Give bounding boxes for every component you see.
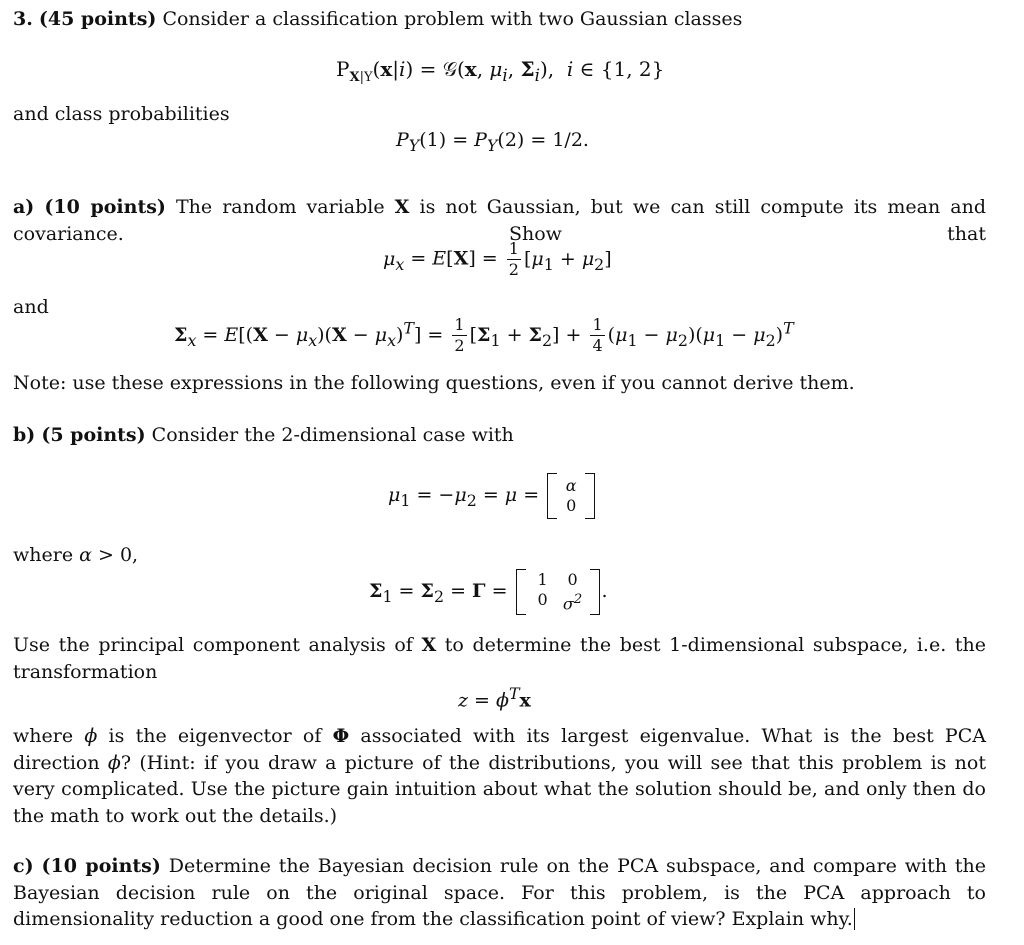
part-c-statement: [13, 853, 986, 933]
part-b-points: (5 points): [41, 424, 146, 446]
prior-equation: $P_Y(1) = P_Y(2) = 1/2$.: [396, 129, 589, 155]
part-a-statement: [13, 194, 986, 247]
text-cursor: [854, 908, 856, 930]
and-label: and: [13, 296, 49, 318]
problem-number: 3.: [13, 8, 33, 30]
part-b-text: Consider the 2-dimensional case with: [151, 424, 514, 446]
problem-header: [13, 8, 742, 32]
covariance-equation: [174, 317, 794, 354]
mu-equation: [388, 470, 597, 526]
sigma-lhs: $\Sigma_1 = \Sigma_2 = \Gamma$ =: [369, 580, 514, 606]
problem-intro: Consider a classification problem with two Gaussian classes: [162, 8, 743, 30]
mean-rhs: $[\mu_1 + \mu_2]$: [523, 247, 612, 274]
likelihood-equation: $P_{X|Y}(x|i)$ = 𝒢(x, $\mu_i$, $\Sigma_i$), i ∈ {1, 2}: [336, 57, 665, 85]
pca-text: Use the principal component analysis of X to determine the best 1-dimensional subspace, i.e. the transformation: [13, 634, 986, 683]
mu-lhs: $\mu_1 = -\mu_2 = \mu$ =: [388, 484, 546, 510]
transform-equation: $z = \phi^Tx$: [458, 684, 531, 712]
half-fraction: $\frac{1}{2}$: [508, 239, 519, 279]
cov-rhs: $(\mu_1 - \mu_2)(\mu_1 - \mu_2)^T$: [607, 318, 794, 350]
part-b-statement: [13, 424, 514, 448]
problem-points: (45 points): [38, 8, 157, 30]
gamma-matrix: 1 0 0 $\sigma^2$: [537, 569, 583, 614]
cov-mid: $[\Sigma_1 + \Sigma_2]$ +: [469, 323, 588, 350]
part-a-points: (10 points): [44, 196, 166, 218]
class-prob-label: and class probabilities: [13, 103, 230, 125]
sigma-end: .: [601, 580, 608, 602]
part-c-text: Determine the Bayesian decision rule on the PCA subspace, and compare with the Bayesian decision rule on the original space. For this problem, is the PCA approach to dimensionality reduction a good one from the classification point of view? Explain why.: [13, 855, 986, 930]
mean-equation: [383, 241, 612, 278]
part-c-label: c): [13, 855, 34, 877]
hint-text: where ϕ is the eigenvector of Φ associated with its largest eigenvalue. What is the best PCA direction ϕ? (Hint: if you draw a picture of the distributions, you will see that this problem is not very complicated. Use the picture gain intuition about what the solution should be, and only then do the math to work out the details.): [13, 725, 986, 827]
quarter-fraction: $\frac{1}{4}$: [592, 315, 603, 355]
part-c-points: (10 points): [41, 855, 161, 877]
cov-lhs: $\Sigma_x = E[(X - \mu_x)(X - \mu_x)^T]$ =: [174, 318, 450, 350]
part-b-label: b): [13, 424, 36, 446]
sigma-equation: [369, 566, 608, 622]
note-text: Note: use these expressions in the following questions, even if you cannot derive them.: [13, 372, 855, 394]
mean-lhs: $\mu_x = E[X]$ =: [383, 247, 504, 274]
part-a-label: a): [13, 196, 35, 218]
part-a-text: The random variable X is not Gaussian, but we can still compute its mean and covariance. Show that: [13, 196, 986, 245]
where-alpha: where α > 0,: [13, 544, 139, 566]
half-fraction: $\frac{1}{2}$: [454, 315, 465, 355]
mu-vector: α 0: [565, 476, 577, 515]
